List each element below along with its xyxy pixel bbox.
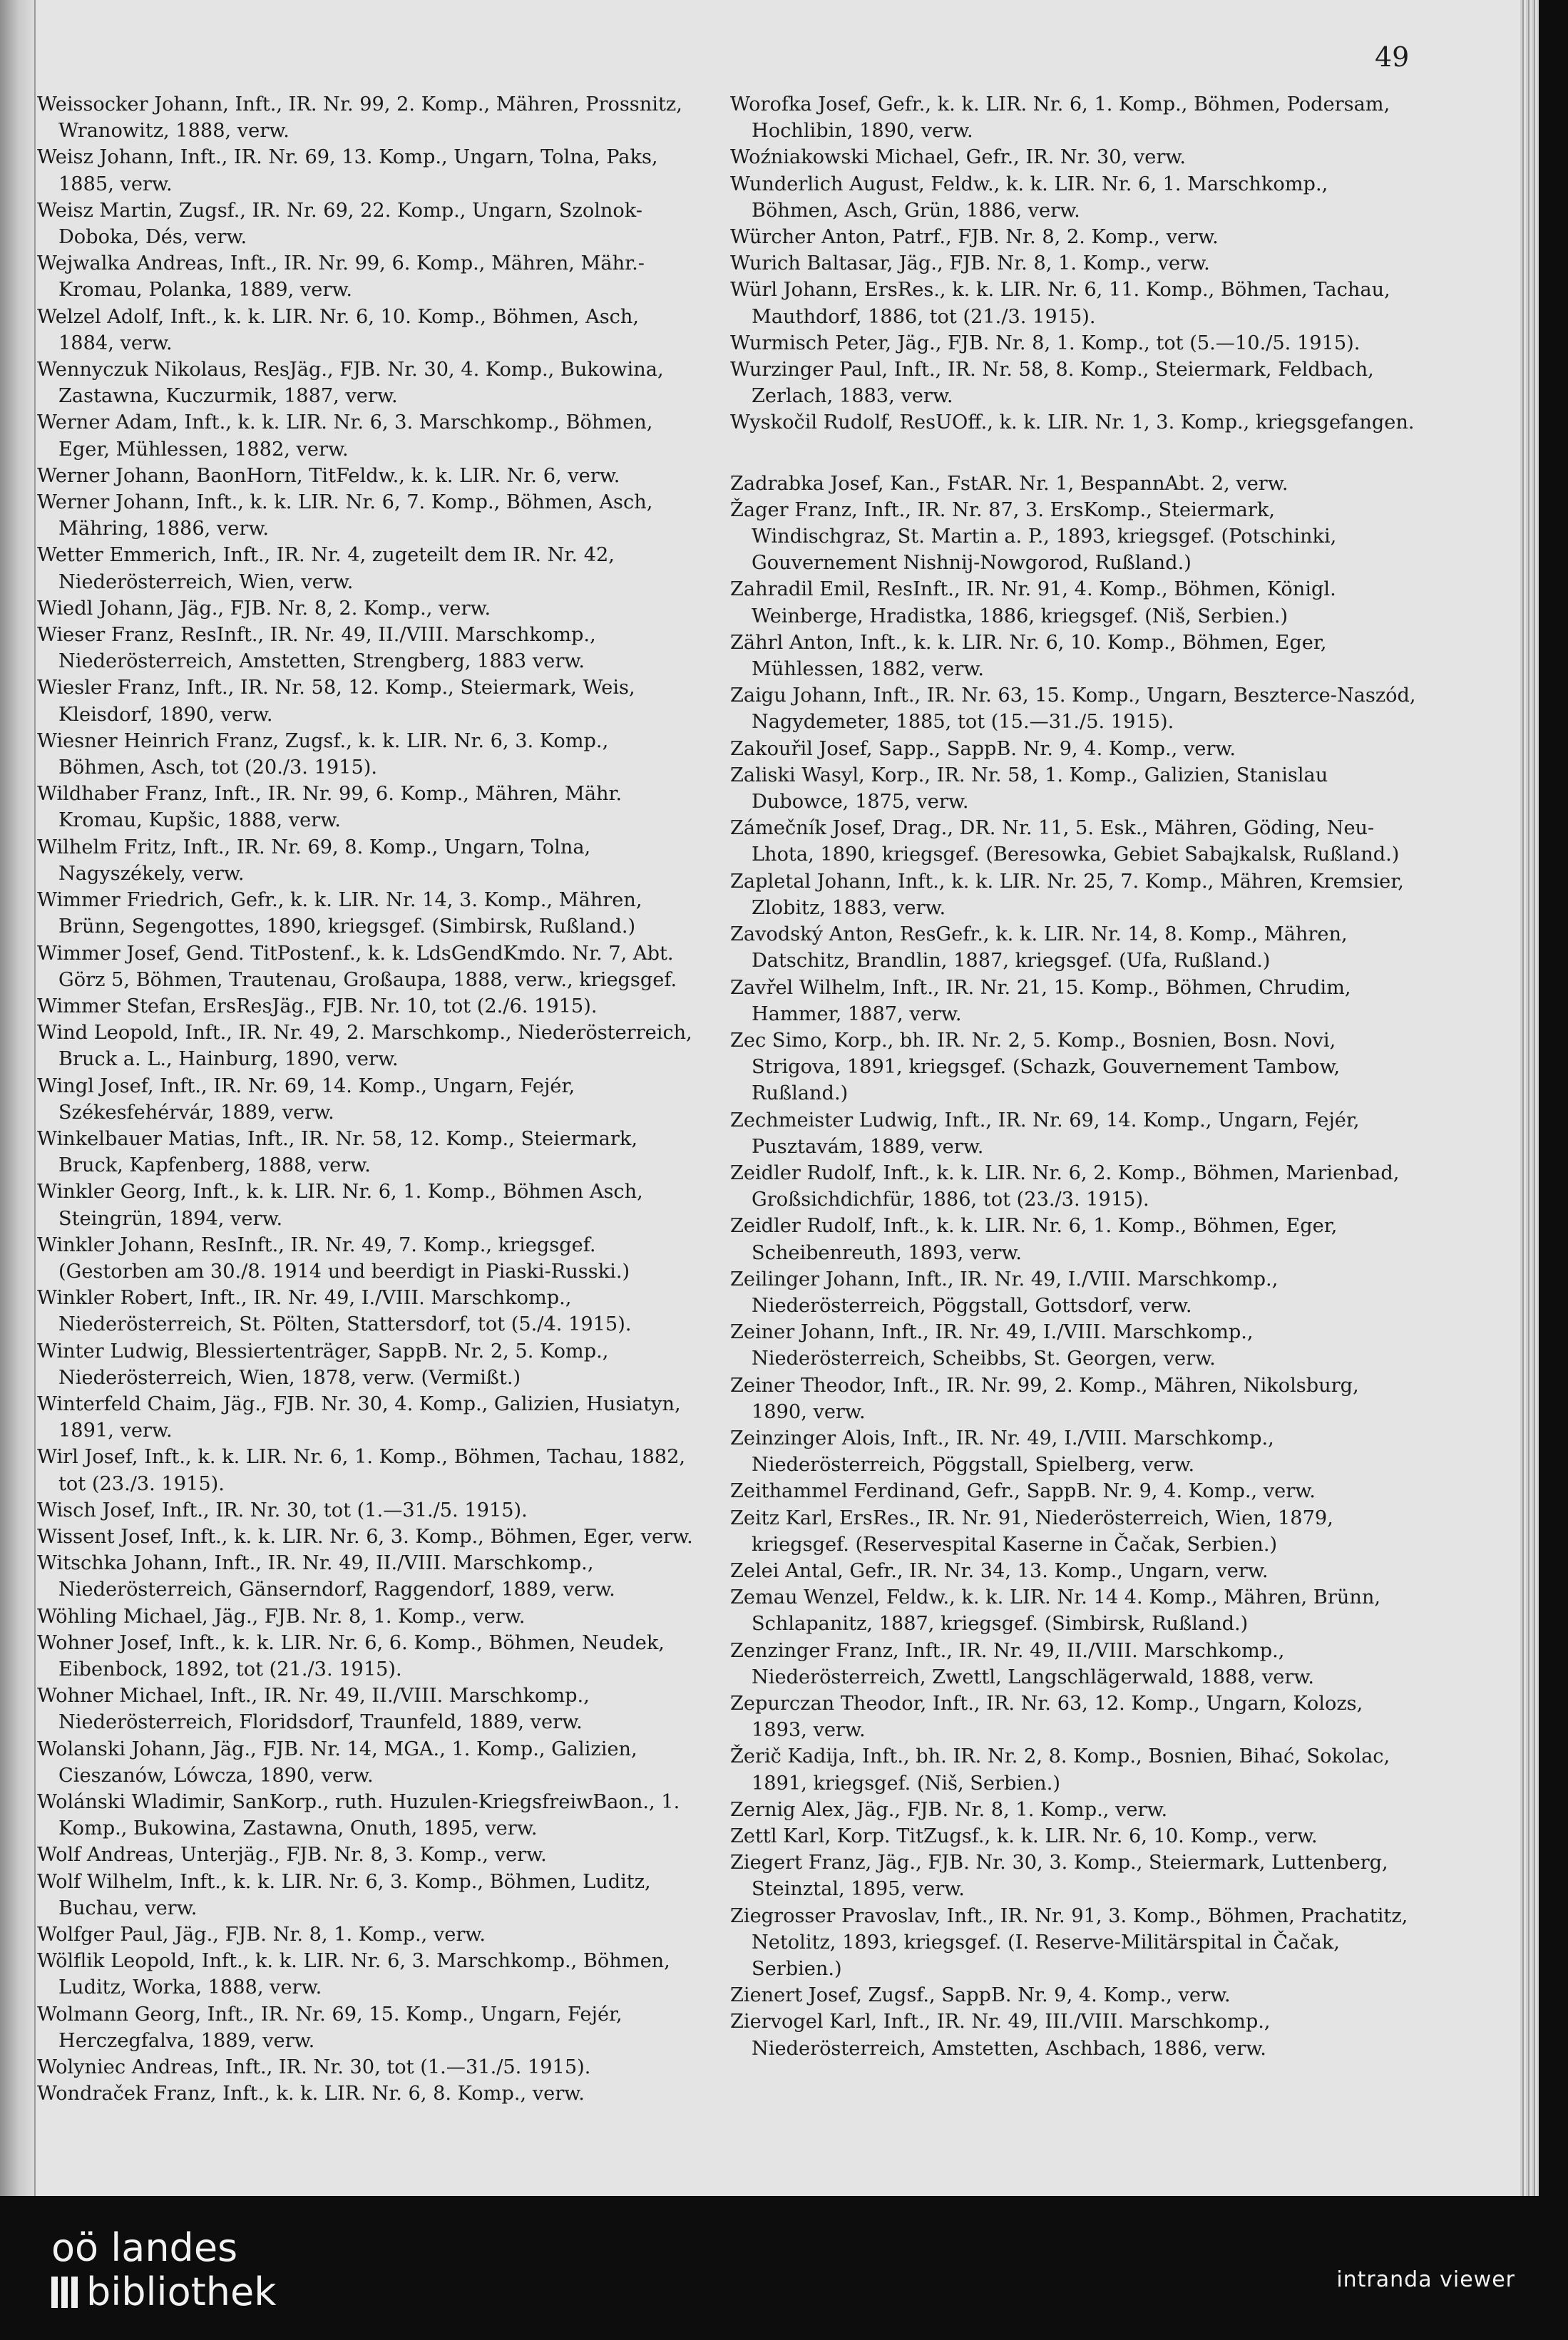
list-item: Zaigu Johann, Inft., IR. Nr. 63, 15. Komp., Ungarn, Beszterce-Naszód, Nagydemeter, 1885, tot (15.—31./5. 1915). bbox=[730, 684, 1416, 734]
right-column bbox=[730, 91, 1418, 2062]
list-item: Wolfger Paul, Jäg., FJB. Nr. 8, 1. Komp., verw. bbox=[37, 1924, 486, 1946]
list-item: Wiedl Johann, Jäg., FJB. Nr. 8, 2. Komp., verw. bbox=[37, 597, 491, 620]
list-item: Wirl Josef, Inft., k. k. LIR. Nr. 6, 1. Komp., Böhmen, Tachau, 1882, tot (23./3. 1915). bbox=[37, 1446, 686, 1495]
list-item: Zavodský Anton, ResGefr., k. k. LIR. Nr. 14, 8. Komp., Mähren, Datschitz, Brandlin, 1887, kriegsgef. (Ufa, Rußland.) bbox=[730, 923, 1348, 973]
list-item: Zeidler Rudolf, Inft., k. k. LIR. Nr. 6, 2. Komp., Böhmen, Marienbad, Großsichdichfür, 1886, tot (23./3. 1915). bbox=[730, 1161, 1400, 1211]
list-item: Zaliski Wasyl, Korp., IR. Nr. 58, 1. Komp., Galizien, Stanislau Dubowce, 1875, verw. bbox=[730, 764, 1328, 814]
list-item: Winkelbauer Matias, Inft., IR. Nr. 58, 12. Komp., Steiermark, Bruck, Kapfenberg, 1888, verw. bbox=[37, 1127, 637, 1177]
right-column-w-entries bbox=[730, 91, 1418, 436]
list-item: Winkler Johann, ResInft., IR. Nr. 49, 7. Komp., kriegsgef. (Gestorben am 30./8. 1914 und beerdigt in Piaski-Russki.) bbox=[37, 1233, 630, 1283]
list-item: Werner Johann, Inft., k. k. LIR. Nr. 6, 7. Komp., Böhmen, Asch, Mähring, 1886, verw. bbox=[37, 491, 653, 540]
list-item: Zadrabka Josef, Kan., FstAR. Nr. 1, BespannAbt. 2, verw. bbox=[730, 472, 1288, 495]
list-item: Wolyniec Andreas, Inft., IR. Nr. 30, tot (1.—31./5. 1915). bbox=[37, 2056, 591, 2079]
logo-line-1: oö landes bbox=[51, 2225, 238, 2270]
list-item: Zechmeister Ludwig, Inft., IR. Nr. 69, 14. Komp., Ungarn, Fejér, Pusztavám, 1889, verw. bbox=[730, 1109, 1360, 1158]
list-item: Zienert Josef, Zugsf., SappB. Nr. 9, 4. Komp., verw. bbox=[730, 1984, 1231, 2007]
binding-gutter bbox=[0, 0, 36, 2196]
list-item: Zavřel Wilhelm, Inft., IR. Nr. 21, 15. Komp., Böhmen, Chrudim, Hammer, 1887, verw. bbox=[730, 976, 1351, 1025]
list-item: Wilhelm Fritz, Inft., IR. Nr. 69, 8. Komp., Ungarn, Tolna, Nagyszékely, verw. bbox=[37, 836, 591, 885]
list-item: Winterfeld Chaim, Jäg., FJB. Nr. 30, 4. Komp., Galizien, Husiatyn, 1891, verw. bbox=[37, 1392, 681, 1442]
list-item: Zemau Wenzel, Feldw., k. k. LIR. Nr. 14 4. Komp., Mähren, Brünn, Schlapanitz, 1887, kriegsgef. (Simbirsk, Rußland.) bbox=[730, 1586, 1380, 1636]
list-item: Ziervogel Karl, Inft., IR. Nr. 49, III./VIII. Marschkomp., Niederösterreich, Amstetten, Aschbach, 1886, verw. bbox=[730, 2011, 1271, 2060]
list-item: Wondraček Franz, Inft., k. k. LIR. Nr. 6, 8. Komp., verw. bbox=[37, 2083, 585, 2105]
list-item: Zeitz Karl, ErsRes., IR. Nr. 91, Niederösterreich, Wien, 1879, kriegsgef. (Reservespital Kaserne in Čačak, Serbien.) bbox=[730, 1507, 1333, 1556]
viewer-label: intranda viewer bbox=[1336, 2267, 1515, 2292]
list-item: Žerič Kadija, Inft., bh. IR. Nr. 2, 8. Komp., Bosnien, Bihać, Sokolac, 1891, kriegsgef. (Niš, Serbien.) bbox=[730, 1745, 1390, 1795]
list-item: Wurich Baltasar, Jäg., FJB. Nr. 8, 1. Komp., verw. bbox=[730, 252, 1210, 275]
list-item: Wolmann Georg, Inft., IR. Nr. 69, 15. Komp., Ungarn, Fejér, Herczegfalva, 1889, verw. bbox=[37, 2003, 622, 2052]
page-edge bbox=[1520, 0, 1539, 2196]
list-item: Wennyczuk Nikolaus, ResJäg., FJB. Nr. 30, 4. Komp., Bukowina, Zastawna, Kuczurmik, 1887, verw. bbox=[37, 359, 664, 408]
list-item: Zeilinger Johann, Inft., IR. Nr. 49, I./VIII. Marschkomp., Niederösterreich, Pöggstall, Gottsdorf, verw. bbox=[730, 1268, 1279, 1317]
list-item: Zelei Antal, Gefr., IR. Nr. 34, 13. Komp., Ungarn, verw. bbox=[730, 1559, 1269, 1582]
list-item: Wissent Josef, Inft., k. k. LIR. Nr. 6, 3. Komp., Böhmen, Eger, verw. bbox=[37, 1525, 693, 1548]
list-item: Weisz Johann, Inft., IR. Nr. 69, 13. Komp., Ungarn, Tolna, Paks, 1885, verw. bbox=[37, 146, 658, 195]
list-item: Wetter Emmerich, Inft., IR. Nr. 4, zugeteilt dem IR. Nr. 42, Niederösterreich, Wien, verw. bbox=[37, 544, 615, 593]
list-item: Weissocker Johann, Inft., IR. Nr. 99, 2. Komp., Mähren, Prossnitz, Wranowitz, 1888, verw. bbox=[37, 93, 682, 143]
list-item: Woźniakowski Michael, Gefr., IR. Nr. 30, verw. bbox=[730, 146, 1187, 169]
list-item: Wurmisch Peter, Jäg., FJB. Nr. 8, 1. Komp., tot (5.—10./5. 1915). bbox=[730, 332, 1361, 354]
list-item: Wyskočil Rudolf, ResUOff., k. k. LIR. Nr. 1, 3. Komp., kriegsgefangen. bbox=[730, 411, 1415, 434]
list-item: Wolánski Wladimir, SanKorp., ruth. Huzulen-KriegsfreiwBaon., 1. Komp., Bukowina, Zastawna, Onuth, 1895, verw. bbox=[37, 1791, 680, 1840]
logo-line-2: bibliothek bbox=[86, 2269, 277, 2314]
list-item: Zakouřil Josef, Sapp., SappB. Nr. 9, 4. Komp., verw. bbox=[730, 737, 1236, 760]
list-item: Würcher Anton, Patrf., FJB. Nr. 8, 2. Komp., verw. bbox=[730, 226, 1219, 249]
list-item: Zettl Karl, Korp. TitZugsf., k. k. LIR. Nr. 6, 10. Komp., verw. bbox=[730, 1825, 1318, 1847]
list-item: Zeiner Johann, Inft., IR. Nr. 49, I./VIII. Marschkomp., Niederösterreich, Scheibbs, St. Georgen, verw. bbox=[730, 1321, 1254, 1370]
list-item: Zepurczan Theodor, Inft., IR. Nr. 63, 12. Komp., Ungarn, Kolozs, 1893, verw. bbox=[730, 1692, 1363, 1742]
list-item: Zeithammel Ferdinand, Gefr., SappB. Nr. 9, 4. Komp., verw. bbox=[730, 1480, 1316, 1503]
list-item: Wiesner Heinrich Franz, Zugsf., k. k. LIR. Nr. 6, 3. Komp., Böhmen, Asch, tot (20./3. 1915). bbox=[37, 729, 609, 779]
list-item: Winkler Robert, Inft., IR. Nr. 49, I./VIII. Marschkomp., Niederösterreich, St. Pölten, Stattersdorf, tot (5./4. 1915). bbox=[37, 1287, 632, 1336]
library-logo[interactable] bbox=[51, 2226, 277, 2314]
list-item: Weisz Martin, Zugsf., IR. Nr. 69, 22. Komp., Ungarn, Szolnok-Doboka, Dés, verw. bbox=[37, 199, 642, 249]
list-item: Zernig Alex, Jäg., FJB. Nr. 8, 1. Komp., verw. bbox=[730, 1798, 1168, 1821]
list-item: Zec Simo, Korp., bh. IR. Nr. 2, 5. Komp., Bosnien, Bosn. Novi, Strigova, 1891, kriegsgef. (Schazk, Gouvernement Tambow, Rußland.) bbox=[730, 1029, 1341, 1105]
list-item: Žager Franz, Inft., IR. Nr. 87, 3. ErsKomp., Steiermark, Windischgraz, St. Martin a. P., 1893, kriegsgef. (Potschinki, Gouvernement Nishnij-Nowgorod, Rußland.) bbox=[730, 498, 1337, 575]
list-item: Zeinzinger Alois, Inft., IR. Nr. 49, I./VIII. Marschkomp., Niederösterreich, Pöggstall, Spielberg, verw. bbox=[730, 1427, 1274, 1477]
list-item: Wohner Josef, Inft., k. k. LIR. Nr. 6, 6. Komp., Böhmen, Neudek, Eibenbock, 1892, tot (21./3. 1915). bbox=[37, 1631, 665, 1680]
list-item: Zámečník Josef, Drag., DR. Nr. 11, 5. Esk., Mähren, Göding, Neu-Lhota, 1890, kriegsgef. (Beresowka, Gebiet Sabajkalsk, Rußland.) bbox=[730, 817, 1400, 866]
list-item: Wimmer Stefan, ErsResJäg., FJB. Nr. 10, tot (2./6. 1915). bbox=[37, 995, 598, 1017]
list-item: Wimmer Friedrich, Gefr., k. k. LIR. Nr. 14, 3. Komp., Mähren, Brünn, Segengottes, 1890, kriegsgef. (Simbirsk, Rußland.) bbox=[37, 889, 642, 938]
list-item: Wohner Michael, Inft., IR. Nr. 49, II./VIII. Marschkomp., Niederösterreich, Floridsdorf, Traunfeld, 1889, verw. bbox=[37, 1685, 590, 1734]
list-item: Witschka Johann, Inft., IR. Nr. 49, II./VIII. Marschkomp., Niederösterreich, Gänserndorf, Raggendorf, 1889, verw. bbox=[37, 1552, 615, 1601]
list-item: Zeidler Rudolf, Inft., k. k. LIR. Nr. 6, 1. Komp., Böhmen, Eger, Scheibenreuth, 1893, verw. bbox=[730, 1215, 1338, 1264]
list-item: Winkler Georg, Inft., k. k. LIR. Nr. 6, 1. Komp., Böhmen Asch, Steingrün, 1894, verw. bbox=[37, 1181, 643, 1230]
list-item: Zeiner Theodor, Inft., IR. Nr. 99, 2. Komp., Mähren, Nikolsburg, 1890, verw. bbox=[730, 1374, 1359, 1423]
list-item: Zahradil Emil, ResInft., IR. Nr. 91, 4. Komp., Böhmen, Königl. Weinberge, Hradistka, 1886, kriegsgef. (Niš, Serbien.) bbox=[730, 578, 1336, 627]
list-item: Wiesler Franz, Inft., IR. Nr. 58, 12. Komp., Steiermark, Weis, Kleisdorf, 1890, verw. bbox=[37, 677, 635, 726]
list-item: Zenzinger Franz, Inft., IR. Nr. 49, II./VIII. Marschkomp., Niederösterreich, Zwettl, Langschlägerwald, 1888, verw. bbox=[730, 1639, 1315, 1688]
list-item: Ziegrosser Pravoslav, Inft., IR. Nr. 91, 3. Komp., Böhmen, Prachatitz, Netolitz, 1893, kriegsgef. (I. Reserve-Militärspital in Čačak, Serbien.) bbox=[730, 1904, 1408, 1981]
list-item: Ziegert Franz, Jäg., FJB. Nr. 30, 3. Komp., Steiermark, Luttenberg, Steinztal, 1895, verw. bbox=[730, 1852, 1388, 1901]
page-number: 49 bbox=[1375, 41, 1410, 73]
list-item: Wisch Josef, Inft., IR. Nr. 30, tot (1.—31./5. 1915). bbox=[37, 1499, 528, 1521]
list-item: Welzel Adolf, Inft., k. k. LIR. Nr. 6, 10. Komp., Böhmen, Asch, 1884, verw. bbox=[37, 305, 640, 354]
list-item: Zährl Anton, Inft., k. k. LIR. Nr. 6, 10. Komp., Böhmen, Eger, Mühlessen, 1882, verw. bbox=[730, 631, 1327, 681]
list-item: Wildhaber Franz, Inft., IR. Nr. 99, 6. Komp., Mähren, Mähr. Kromau, Kupšic, 1888, verw. bbox=[37, 783, 622, 832]
list-item: Wurzinger Paul, Inft., IR. Nr. 58, 8. Komp., Steiermark, Feldbach, Zerlach, 1883, verw. bbox=[730, 359, 1374, 408]
list-item: Winter Ludwig, Blessiertenträger, SappB. Nr. 2, 5. Komp., Niederösterreich, Wien, 1878, verw. (Vermißt.) bbox=[37, 1340, 609, 1389]
list-item: Wunderlich August, Feldw., k. k. LIR. Nr. 6, 1. Marschkomp., Böhmen, Asch, Grün, 1886, verw. bbox=[730, 173, 1328, 222]
list-item: Wölflik Leopold, Inft., k. k. LIR. Nr. 6, 3. Marschkomp., Böhmen, Luditz, Worka, 1888, verw. bbox=[37, 1950, 670, 1999]
list-item: Wind Leopold, Inft., IR. Nr. 49, 2. Marschkomp., Niederösterreich, Bruck a. L., Hainburg, 1890, verw. bbox=[37, 1022, 692, 1071]
list-item: Wolf Wilhelm, Inft., k. k. LIR. Nr. 6, 3. Komp., Böhmen, Luditz, Buchau, verw. bbox=[37, 1870, 651, 1919]
right-column-z-entries bbox=[730, 471, 1418, 2062]
list-item: Werner Johann, BaonHorn, TitFeldw., k. k. LIR. Nr. 6, verw. bbox=[37, 464, 620, 487]
list-item: Wejwalka Andreas, Inft., IR. Nr. 99, 6. Komp., Mähren, Mähr.-Kromau, Polanka, 1889, verw. bbox=[37, 252, 645, 302]
list-item: Werner Adam, Inft., k. k. LIR. Nr. 6, 3. Marschkomp., Böhmen, Eger, Mühlessen, 1882, verw. bbox=[37, 411, 653, 461]
section-gap bbox=[730, 436, 1418, 471]
logo-bars-icon bbox=[51, 2277, 78, 2308]
list-item: Würl Johann, ErsRes., k. k. LIR. Nr. 6, 11. Komp., Böhmen, Tachau, Mauthdorf, 1886, tot (21./3. 1915). bbox=[730, 279, 1390, 328]
list-item: Wieser Franz, ResInft., IR. Nr. 49, II./VIII. Marschkomp., Niederösterreich, Amstetten, Strengberg, 1883 verw. bbox=[37, 624, 596, 673]
list-item: Wingl Josef, Inft., IR. Nr. 69, 14. Komp., Ungarn, Fejér, Székesfehérvár, 1889, verw. bbox=[37, 1074, 575, 1124]
list-item: Worofka Josef, Gefr., k. k. LIR. Nr. 6, 1. Komp., Böhmen, Podersam, Hochlibin, 1890, verw. bbox=[730, 93, 1390, 143]
left-column bbox=[37, 91, 693, 2107]
list-item: Wöhling Michael, Jäg., FJB. Nr. 8, 1. Komp., verw. bbox=[37, 1605, 526, 1628]
list-item: Zapletal Johann, Inft., k. k. LIR. Nr. 25, 7. Komp., Mähren, Kremsier, Zlobitz, 1883, verw. bbox=[730, 870, 1404, 919]
list-item: Wimmer Josef, Gend. TitPostenf., k. k. LdsGendKmdo. Nr. 7, Abt. Görz 5, Böhmen, Trautenau, Großaupa, 1888, verw., kriegsgef. bbox=[37, 942, 677, 991]
list-item: Wolanski Johann, Jäg., FJB. Nr. 14, MGA., 1. Komp., Galizien, Cieszanów, Lówcza, 1890, verw. bbox=[37, 1738, 637, 1787]
list-item: Wolf Andreas, Unterjäg., FJB. Nr. 8, 3. Komp., verw. bbox=[37, 1844, 547, 1867]
